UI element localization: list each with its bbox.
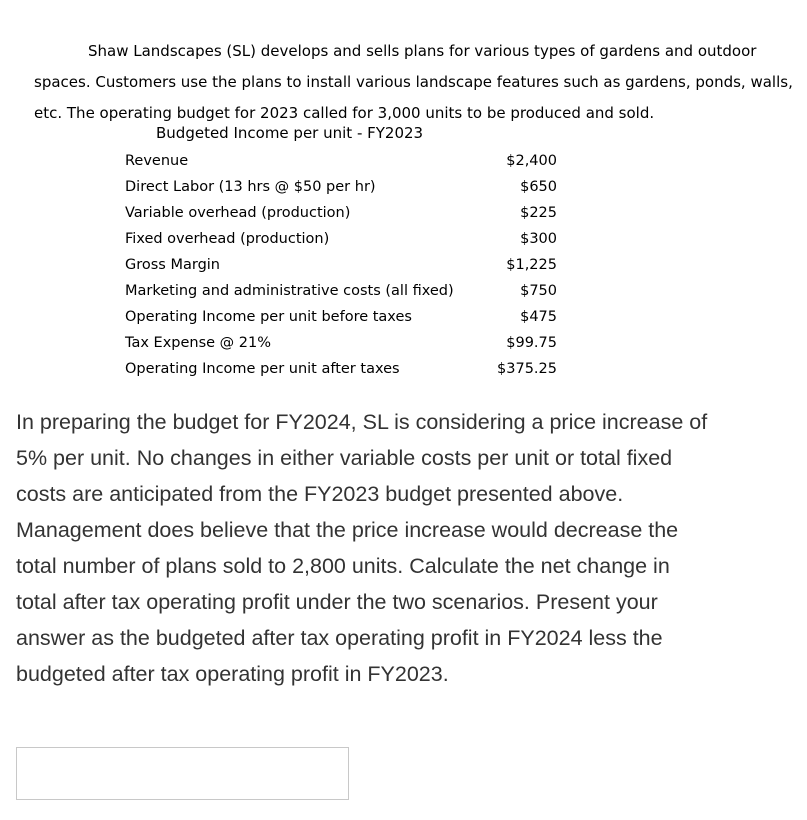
- budget-row-operating-income-aftertax: [125, 356, 557, 382]
- budget-row-label: Tax Expense @ 21%: [125, 335, 272, 351]
- budget-row-label: Marketing and administrative costs (all fixed): [125, 283, 454, 299]
- intro-line: Shaw Landscapes (SL) develops and sells plans for various types of gardens and outdoor: [88, 42, 757, 60]
- question-line: In preparing the budget for FY2024, SL is considering a price increase of: [16, 410, 708, 434]
- question-line: costs are anticipated from the FY2023 budget presented above.: [16, 482, 624, 506]
- budget-row-revenue: [125, 148, 557, 174]
- budget-row-tax-expense: [125, 330, 557, 356]
- budget-table-title: Budgeted Income per unit - FY2023: [156, 124, 424, 142]
- budget-row-direct-labor: [125, 174, 557, 200]
- intro-line: etc. The operating budget for 2023 called for 3,000 units to be produced and sold.: [34, 104, 655, 122]
- budget-table: [125, 148, 557, 382]
- budget-row-amount: $2,400: [506, 153, 557, 169]
- budget-row-label: Fixed overhead (production): [125, 231, 330, 247]
- budget-row-fixed-overhead: [125, 226, 557, 252]
- budget-row-label: Direct Labor (13 hrs @ $50 per hr): [125, 179, 376, 195]
- answer-input[interactable]: [16, 747, 349, 800]
- budget-row-label: Gross Margin: [125, 257, 220, 273]
- budget-row-label: Variable overhead (production): [125, 205, 351, 221]
- budget-row-marketing-admin: [125, 278, 557, 304]
- budget-row-label: Operating Income per unit before taxes: [125, 309, 412, 325]
- budget-row-amount: $375.25: [497, 361, 557, 377]
- budget-row-amount: $750: [520, 283, 557, 299]
- question-line: total after tax operating profit under the two scenarios. Present your: [16, 590, 658, 614]
- budget-row-gross-margin: [125, 252, 557, 278]
- budget-row-label: Revenue: [125, 153, 189, 169]
- budget-row-variable-overhead: [125, 200, 557, 226]
- question-text: [16, 404, 801, 692]
- question-line: total number of plans sold to 2,800 units. Calculate the net change in: [16, 554, 670, 578]
- budget-row-amount: $225: [520, 205, 557, 221]
- question-line: 5% per unit. No changes in either variable costs per unit or total fixed: [16, 446, 673, 470]
- budget-row-label: Operating Income per unit after taxes: [125, 361, 400, 377]
- question-line: answer as the budgeted after tax operating profit in FY2024 less the: [16, 626, 663, 650]
- budget-row-amount: $300: [520, 231, 557, 247]
- budget-row-amount: $650: [520, 179, 557, 195]
- question-line: Management does believe that the price increase would decrease the: [16, 518, 679, 542]
- question-line: budgeted after tax operating profit in FY2023.: [16, 662, 449, 686]
- intro-paragraph: [34, 36, 794, 129]
- intro-line: spaces. Customers use the plans to install various landscape features such as gardens, ponds, walls,: [34, 73, 793, 91]
- budget-row-amount: $1,225: [506, 257, 557, 273]
- budget-row-amount: $475: [520, 309, 557, 325]
- budget-row-amount: $99.75: [506, 335, 557, 351]
- budget-row-operating-income-pretax: [125, 304, 557, 330]
